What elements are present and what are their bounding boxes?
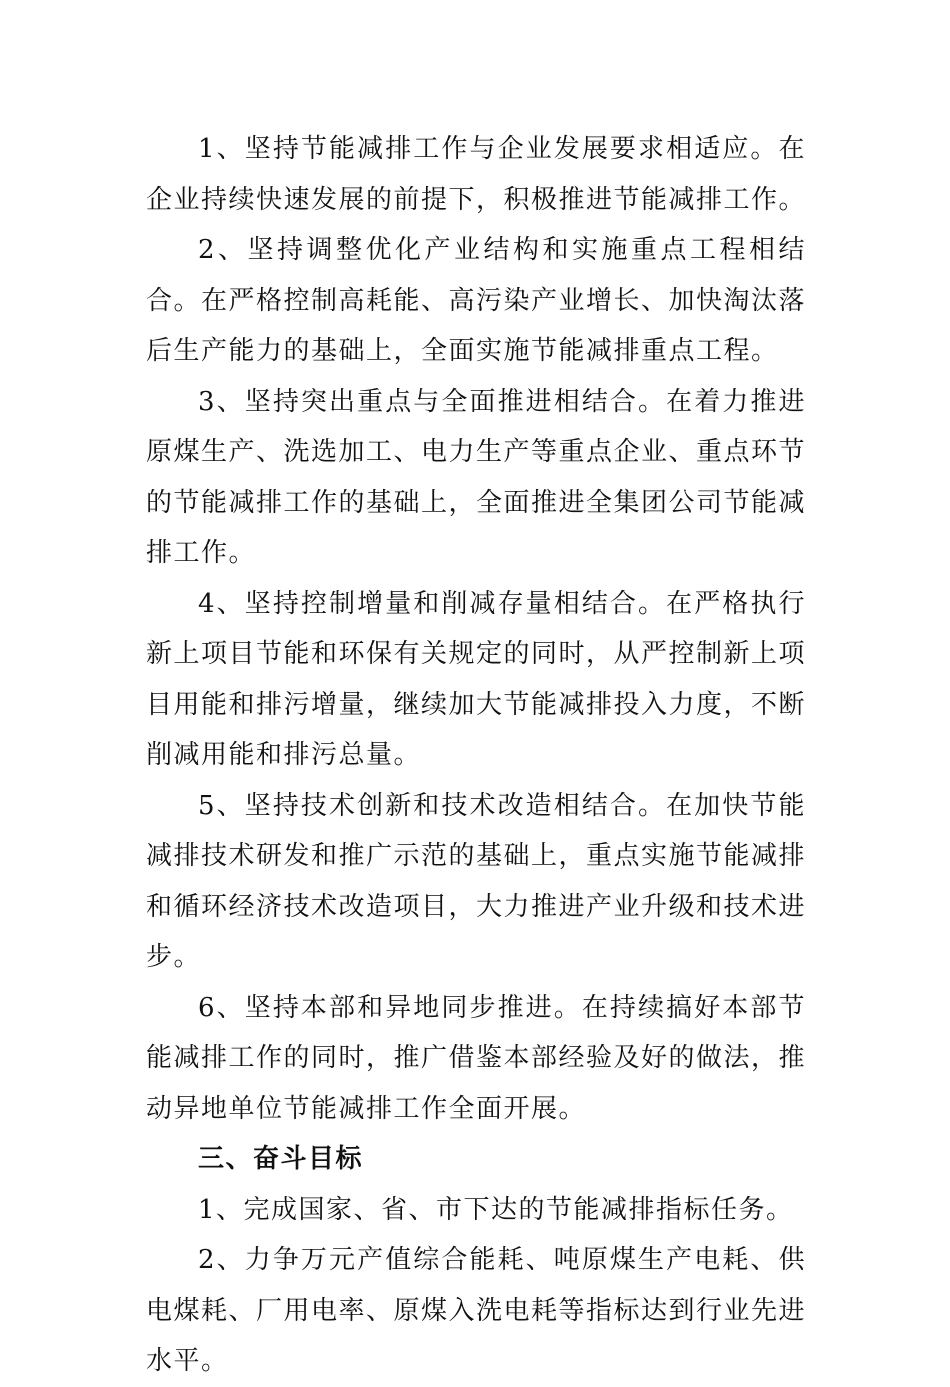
principle-paragraph-1: 1、坚持节能减排工作与企业发展要求相适应。在企业持续快速发展的前提下，积极推进节能减排工作。 (146, 134, 807, 215)
principle-paragraph-5: 5、坚持技术创新和技术改造相结合。在加快节能减排技术研发和推广示范的基础上，重点实施节能减排和循环经济技术改造项目，大力推进产业升级和技术进步。 (146, 790, 807, 972)
principle-paragraph-4: 4、坚持控制增量和削减存量相结合。在严格执行新上项目节能和环保有关规定的同时，从严控制新上项目用能和排污增量，继续加大节能减排投入力度，不断削减用能和排污总量。 (146, 588, 807, 770)
section-heading: 三、奋斗目标 (198, 1144, 364, 1174)
document-body (146, 124, 806, 1387)
principle-paragraph-3: 3、坚持突出重点与全面推进相结合。在着力推进原煤生产、洗选加工、电力生产等重点企业、重点环节的节能减排工作的基础上，全面推进全集团公司节能减排工作。 (146, 386, 807, 568)
principle-paragraph-6: 6、坚持本部和异地同步推进。在持续搞好本部节能减排工作的同时，推广借鉴本部经验及好的做法，推动异地单位节能减排工作全面开展。 (146, 992, 807, 1124)
goal-paragraph-1: 1、完成国家、省、市下达的节能减排指标任务。 (198, 1194, 794, 1225)
goal-paragraph-2: 2、力争万元产值综合能耗、吨原煤生产电耗、供电煤耗、厂用电率、原煤入洗电耗等指标达到行业先进水平。 (146, 1245, 807, 1376)
principle-paragraph-2: 2、坚持调整优化产业结构和实施重点工程相结合。在严格控制高耗能、高污染产业增长、加快淘汰落后生产能力的基础上，全面实施节能减排重点工程。 (146, 235, 807, 366)
